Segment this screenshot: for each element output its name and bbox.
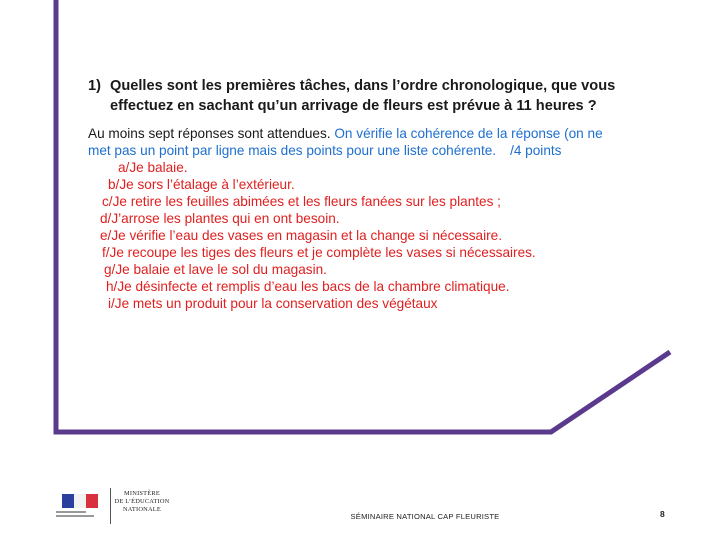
task-item-e: e/Je vérifie l’eau des vases en magasin et la change si nécessaire. <box>100 228 502 243</box>
task-list <box>88 159 628 312</box>
task-item-f: f/Je recoupe les tiges des fleurs et je complète les vases si nécessaires. <box>102 245 536 260</box>
logo-divider <box>110 488 111 524</box>
ministry-line-3: NATIONALE <box>122 505 161 513</box>
task-item-a: a/Je balaie. <box>118 160 188 175</box>
marianne-emblem-icon <box>54 494 100 518</box>
ministry-logo <box>52 488 170 524</box>
task-item-b: b/Je sors l’étalage à l’extérieur. <box>108 177 295 192</box>
footer-caption: SÉMINAIRE NATIONAL CAP FLEURISTE <box>350 512 500 521</box>
task-item-d: d/J’arrose les plantes qui en ont besoin. <box>100 211 340 226</box>
answer-expectation: Au moins sept réponses sont attendues. <box>88 126 331 141</box>
ministry-line-1: MINISTÈRE <box>124 490 160 497</box>
task-item-c: c/Je retire les feuilles abimées et les fleurs fanées sur les plantes ; <box>102 194 501 209</box>
task-item-i: i/Je mets un produit pour la conservation des végétaux <box>108 296 438 311</box>
ministry-line-2: DE L’ÉDUCATION <box>114 497 170 505</box>
page-number: 8 <box>660 509 665 519</box>
points-value: /4 points <box>510 143 562 158</box>
question-number: 1) <box>88 78 101 94</box>
task-item-h: h/Je désinfecte et remplis d’eau les bacs de la chambre climatique. <box>106 279 510 294</box>
ministry-name <box>114 490 170 513</box>
question-block <box>88 76 648 116</box>
answer-intro <box>88 125 628 159</box>
question-text: Quelles sont les premières tâches, dans l’ordre chronologique, que vous effectuez en sachant qu’un arrivage de fleurs est prévue à 11 heures ? <box>110 78 616 114</box>
task-item-g: g/Je balaie et lave le sol du magasin. <box>104 262 327 277</box>
grading-note-text: On vérifie la cohérence de la réponse (on ne met pas un point par ligne mais des points pour une liste cohérente. <box>88 126 603 158</box>
answer-block <box>88 125 628 312</box>
